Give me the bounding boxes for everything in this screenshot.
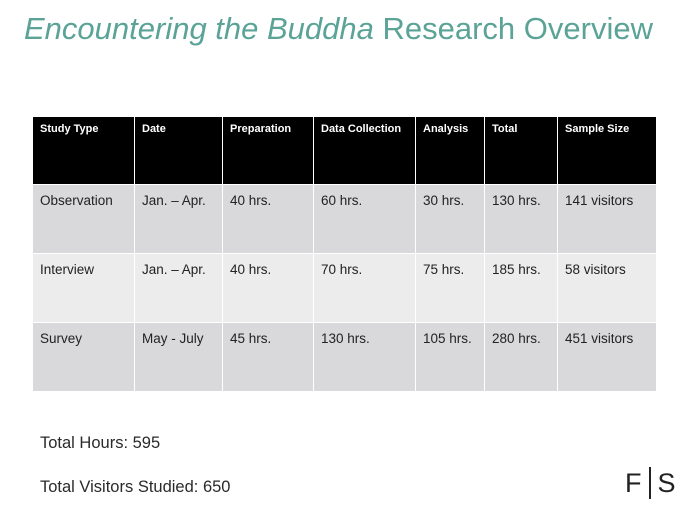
fs-logo bbox=[625, 466, 676, 500]
table-cell: 451 visitors bbox=[558, 323, 657, 392]
table-cell: 185 hrs. bbox=[485, 254, 558, 323]
table-cell: 45 hrs. bbox=[223, 323, 314, 392]
table-row bbox=[33, 254, 657, 323]
table-row bbox=[33, 323, 657, 392]
table-cell: 280 hrs. bbox=[485, 323, 558, 392]
table-cell: May - July bbox=[135, 323, 223, 392]
table-cell: Jan. – Apr. bbox=[135, 185, 223, 254]
header-total: Total bbox=[485, 117, 558, 185]
table-cell: 40 hrs. bbox=[223, 185, 314, 254]
header-analysis: Analysis bbox=[416, 117, 485, 185]
total-hours: Total Hours: 595 bbox=[40, 434, 161, 452]
header-preparation: Preparation bbox=[223, 117, 314, 185]
table-cell: 70 hrs. bbox=[314, 254, 416, 323]
table-row bbox=[33, 185, 657, 254]
total-visitors: Total Visitors Studied: 650 bbox=[40, 478, 231, 496]
table-cell: 130 hrs. bbox=[314, 323, 416, 392]
slide-title-italic: Encountering the Buddha bbox=[24, 11, 374, 46]
table-cell: 141 visitors bbox=[558, 185, 657, 254]
header-data-collection: Data Collection bbox=[314, 117, 416, 185]
table-cell: 130 hrs. bbox=[485, 185, 558, 254]
table-cell: 105 hrs. bbox=[416, 323, 485, 392]
table-cell: 30 hrs. bbox=[416, 185, 485, 254]
table-cell: 58 visitors bbox=[558, 254, 657, 323]
table-cell: 40 hrs. bbox=[223, 254, 314, 323]
logo-letter-f: F bbox=[625, 467, 642, 498]
logo-divider bbox=[649, 467, 651, 499]
header-date: Date bbox=[135, 117, 223, 185]
slide-title-rest: Research Overview bbox=[373, 11, 653, 46]
logo-letter-s: S bbox=[657, 467, 676, 498]
research-table bbox=[32, 116, 657, 392]
slide-title bbox=[24, 10, 664, 48]
table-header-row bbox=[33, 117, 657, 185]
table-cell: 60 hrs. bbox=[314, 185, 416, 254]
table-cell: Survey bbox=[33, 323, 135, 392]
header-study-type: Study Type bbox=[33, 117, 135, 185]
header-sample-size: Sample Size bbox=[558, 117, 657, 185]
table-cell: Observation bbox=[33, 185, 135, 254]
table-cell: Interview bbox=[33, 254, 135, 323]
table-cell: 75 hrs. bbox=[416, 254, 485, 323]
table-cell: Jan. – Apr. bbox=[135, 254, 223, 323]
